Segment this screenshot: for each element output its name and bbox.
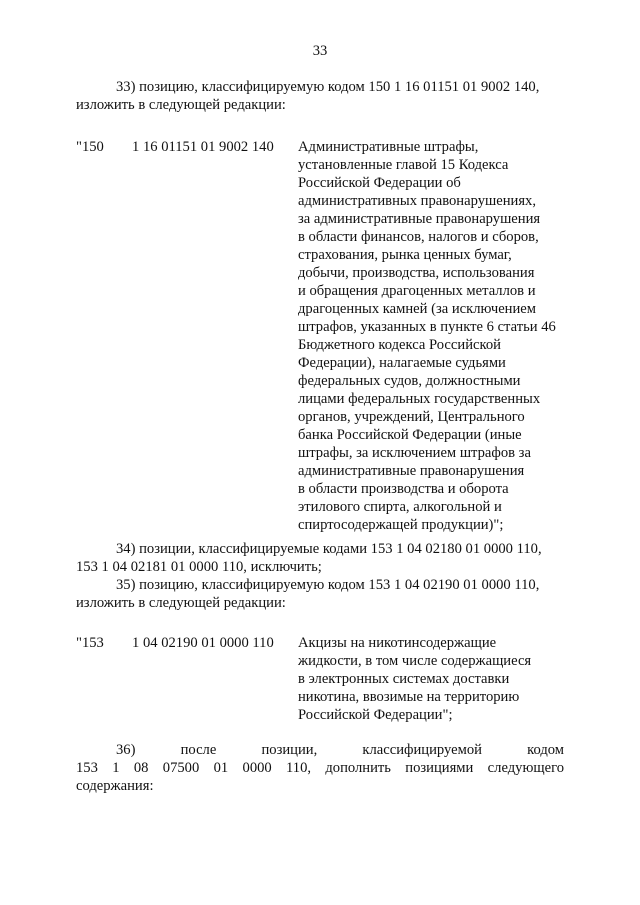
admin-code: "153 <box>76 635 104 651</box>
budget-classification-code: 1 04 02190 01 0000 110 <box>132 635 274 651</box>
item-36-line-2: 153 1 08 07500 01 0000 110, дополнить позициями следующего <box>76 760 564 776</box>
admin-code: "150 <box>76 139 104 155</box>
budget-classification-code: 1 16 01151 01 9002 140 <box>132 139 274 155</box>
item-35-text: 35) позицию, классифицируемую кодом 153 1 04 02190 01 0000 110, изложить в следующей редакции: <box>76 577 540 611</box>
item-36-line-3: содержания: <box>76 778 154 794</box>
item-34-text: 34) позиции, классифицируемые кодами 153 1 04 02180 01 0000 110, 153 1 04 02181 01 0000 110, исключить; <box>76 541 542 575</box>
code-description: Административные штрафы, установленные главой 15 Кодекса Российской Федерации об административных правонарушениях, за административные правонарушения в области финансов, налогов и сборов, страхования, рынка ценных бумаг, добычи, производства, использования и обращения драгоценных металлов и драгоценных камней (за исключением штрафов, указанных в пункте 6 статьи 46 Бюджетного кодекса Российской Федерации), налагаемые судьями федеральных судов, должностными лицами федеральных государственных органов, учреждений, Центрального банка Российской Федерации (иные штрафы, за исключением штрафов за административные правонарушения в области производства и оборота этилового спирта, алкогольной и спиртосодержащей продукции)"; <box>298 139 556 533</box>
page-number: 33 <box>312 43 328 59</box>
item-33-text: 33) позицию, классифицируемую кодом 150 1 16 01151 01 9002 140, изложить в следующей редакции: <box>76 79 540 113</box>
code-description: Акцизы на никотинсодержащие жидкости, в том числе содержащиеся в электронных системах доставки никотина, ввозимые на территорию Российской Федерации"; <box>298 635 532 723</box>
item-36-line-1: 36) после позиции, классифицируемой кодом <box>116 742 564 758</box>
